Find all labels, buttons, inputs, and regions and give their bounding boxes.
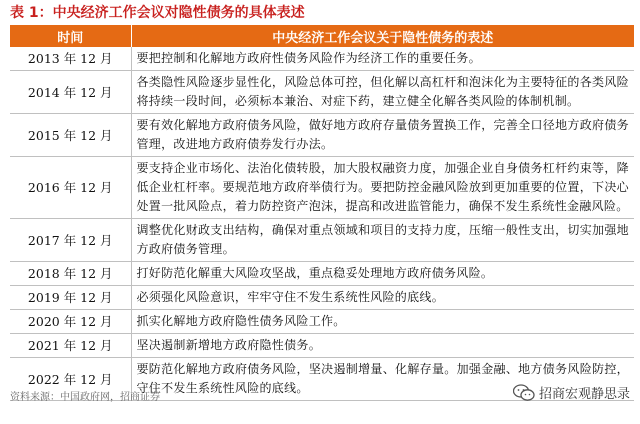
row-statement: 抓实化解地方政府隐性债务风险工作。 (131, 310, 634, 334)
row-time: 2017 年 12 月 (10, 219, 131, 262)
header-statement: 中央经济工作会议关于隐性债务的表述 (131, 25, 634, 47)
row-statement: 打好防范化解重大风险攻坚战，重点稳妥处理地方政府债务风险。 (131, 262, 634, 286)
table-row (10, 114, 634, 157)
row-statement: 必须强化风险意识，牢牢守住不发生系统性风险的底线。 (131, 286, 634, 310)
table-row (10, 157, 634, 219)
table-row (10, 286, 634, 310)
row-time: 2015 年 12 月 (10, 114, 131, 157)
row-statement: 坚决遏制新增地方政府隐性债务。 (131, 334, 634, 358)
table-row (10, 334, 634, 358)
row-statement: 各类隐性风险逐步显性化，风险总体可控，但化解以高杠杆和泡沫化为主要特征的各类风险将持续一段时间，必须标本兼治、对症下药，建立健全化解各类风险的体制机制。 (131, 71, 634, 114)
table-row (10, 219, 634, 262)
table-header-row (10, 25, 634, 47)
table-row (10, 71, 634, 114)
watermark (513, 383, 630, 402)
statement-table (10, 25, 634, 401)
row-time: 2013 年 12 月 (10, 47, 131, 71)
table-title: 表 1：中央经济工作会议对隐性债务的具体表述 (10, 5, 305, 21)
row-time: 2014 年 12 月 (10, 71, 131, 114)
row-statement: 调整优化财政支出结构，确保对重点领域和项目的支持力度，压缩一般性支出，切实加强地方政府债务管理。 (131, 219, 634, 262)
row-time: 2019 年 12 月 (10, 286, 131, 310)
row-statement: 要把控制和化解地方政府性债务风险作为经济工作的重要任务。 (131, 47, 634, 71)
table-row (10, 47, 634, 71)
row-time: 2020 年 12 月 (10, 310, 131, 334)
row-statement: 要防范化解地方政府债务风险，坚决遏制增量、化解存量。加强金融、地方债务风险防控，守住不发生系统性风险的底线。 (131, 358, 634, 401)
table-row (10, 310, 634, 334)
row-time: 2018 年 12 月 (10, 262, 131, 286)
header-time: 时间 (10, 25, 131, 47)
row-statement: 要支持企业市场化、法治化债转股，加大股权融资力度，加强企业自身债务杠杆约束等，降低企业杠杆率。要规范地方政府举债行为。要把防控金融风险放到更加重要的位置，下决心处置一批风险点，着力防控资产泡沫，提高和改进监管能力，确保不发生系统性金融风险。 (131, 157, 634, 219)
wechat-icon (513, 384, 535, 402)
row-time: 2022 年 12 月 (10, 358, 131, 401)
table-row (10, 262, 634, 286)
row-time: 2021 年 12 月 (10, 334, 131, 358)
watermark-text: 招商宏观静思录 (538, 387, 630, 402)
row-statement: 要有效化解地方政府债务风险，做好地方政府存量债务置换工作，完善全口径地方政府债务管理，改进地方政府债券发行办法。 (131, 114, 634, 157)
row-time: 2016 年 12 月 (10, 157, 131, 219)
source-note: 资料来源：中国政府网，招商证券 (10, 392, 160, 403)
